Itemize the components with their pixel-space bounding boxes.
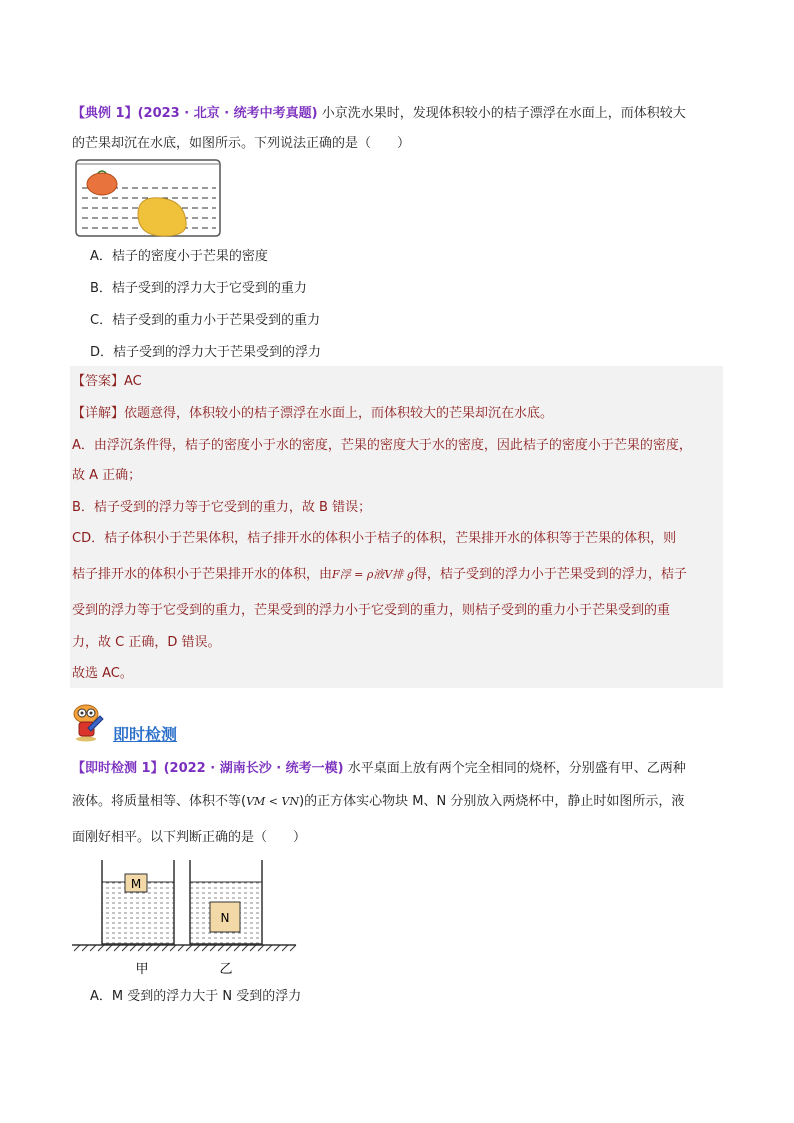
volume-inequality: VM < VN (246, 795, 300, 808)
detail-cd-line3: 受到的浮力等于它受到的重力，芒果受到的浮力小于它受到的重力，则桔子受到的重力小于芒果受到的重 (72, 603, 671, 618)
block-m-label: M (130, 877, 142, 891)
check-line2-post: )的正方体实心物块 M、N 分别放入两烧杯中，静止时如图所示，液 (299, 794, 685, 809)
detail-cd-line1: CD．桔子体积小于芒果体积，桔子排开水的体积小于桔子的体积，芒果排开水的体积等于芒果的体积，则 (72, 531, 677, 546)
detail-intro-line (72, 406, 553, 422)
block-n-label: N (220, 911, 230, 925)
check-question-text1: 水平桌面上放有两个完全相同的烧杯，分别盛有甲、乙两种 (347, 761, 686, 776)
check-tag: 【即时检测 1】 (72, 761, 164, 776)
detail-b-line: B．桔子受到的浮力等于它受到的重力，故 B 错误； (72, 500, 372, 515)
check-question-line1 (72, 761, 686, 777)
example-option-b: B．桔子受到的浮力大于它受到的重力 (90, 281, 307, 296)
check-option-a: A．M 受到的浮力大于 N 受到的浮力 (90, 989, 302, 1004)
two-beakers-figure (70, 856, 300, 980)
check-question-line2 (72, 794, 684, 810)
detail-cd-line2-pre: 桔子排开水的体积小于芒果排开水的体积，由 (72, 567, 333, 582)
example-question-line2: 的芒果却沉在水底，如图所示。下列说法正确的是（ ） (72, 136, 411, 151)
check-question-line3: 面刚好相平。以下判断正确的是（ ） (72, 830, 307, 845)
check-line2-pre: 液体。将质量相等、体积不等( (72, 794, 247, 809)
example-option-d: D．桔子受到的浮力大于芒果受到的浮力 (90, 345, 322, 360)
example-question-line1 (72, 106, 686, 122)
example-option-a: A．桔子的密度小于芒果的密度 (90, 249, 268, 264)
answer-line (72, 374, 142, 390)
section-title: 即时检测 (113, 725, 178, 744)
tangerine (87, 173, 117, 195)
beaker-left-label: 甲 (135, 962, 149, 977)
detail-cd-line2 (72, 567, 687, 583)
answer-value: AC (124, 374, 142, 389)
mascot-pencil-icon (68, 700, 106, 742)
detail-a-line1: A．由浮沉条件得，桔子的密度小于水的密度，芒果的密度大于水的密度，因此桔子的密度小于芒果的密度， (72, 438, 692, 453)
detail-a-line2: 故 A 正确； (72, 468, 142, 483)
buoyancy-formula: F浮 = ρ液V排 g (332, 568, 414, 581)
example-question-text1: 小京洗水果时，发现体积较小的桔子漂浮在水面上，而体积较大 (321, 106, 686, 121)
example-option-c: C．桔子受到的重力小于芒果受到的重力 (90, 313, 321, 328)
example-source: (2023 · 北京 · 统考中考真题) (137, 106, 318, 121)
beaker-right-label: 乙 (219, 962, 233, 977)
example-tag: 【典例 1】 (72, 106, 138, 121)
detail-intro: 依题意得，体积较小的桔子漂浮在水面上，而体积较大的芒果却沉在水底。 (124, 406, 554, 421)
fruit-beaker-figure (74, 158, 224, 240)
detail-cd-line2-post: 得，桔子受到的浮力小于芒果受到的浮力，桔子 (413, 567, 687, 582)
detail-label: 【详解】 (72, 406, 125, 421)
detail-conclusion: 故选 AC。 (72, 666, 133, 681)
answer-label: 【答案】 (72, 374, 125, 389)
detail-cd-line4: 力，故 C 正确，D 错误。 (72, 635, 221, 650)
check-source: (2022 · 湖南长沙 · 统考一模) (163, 761, 344, 776)
